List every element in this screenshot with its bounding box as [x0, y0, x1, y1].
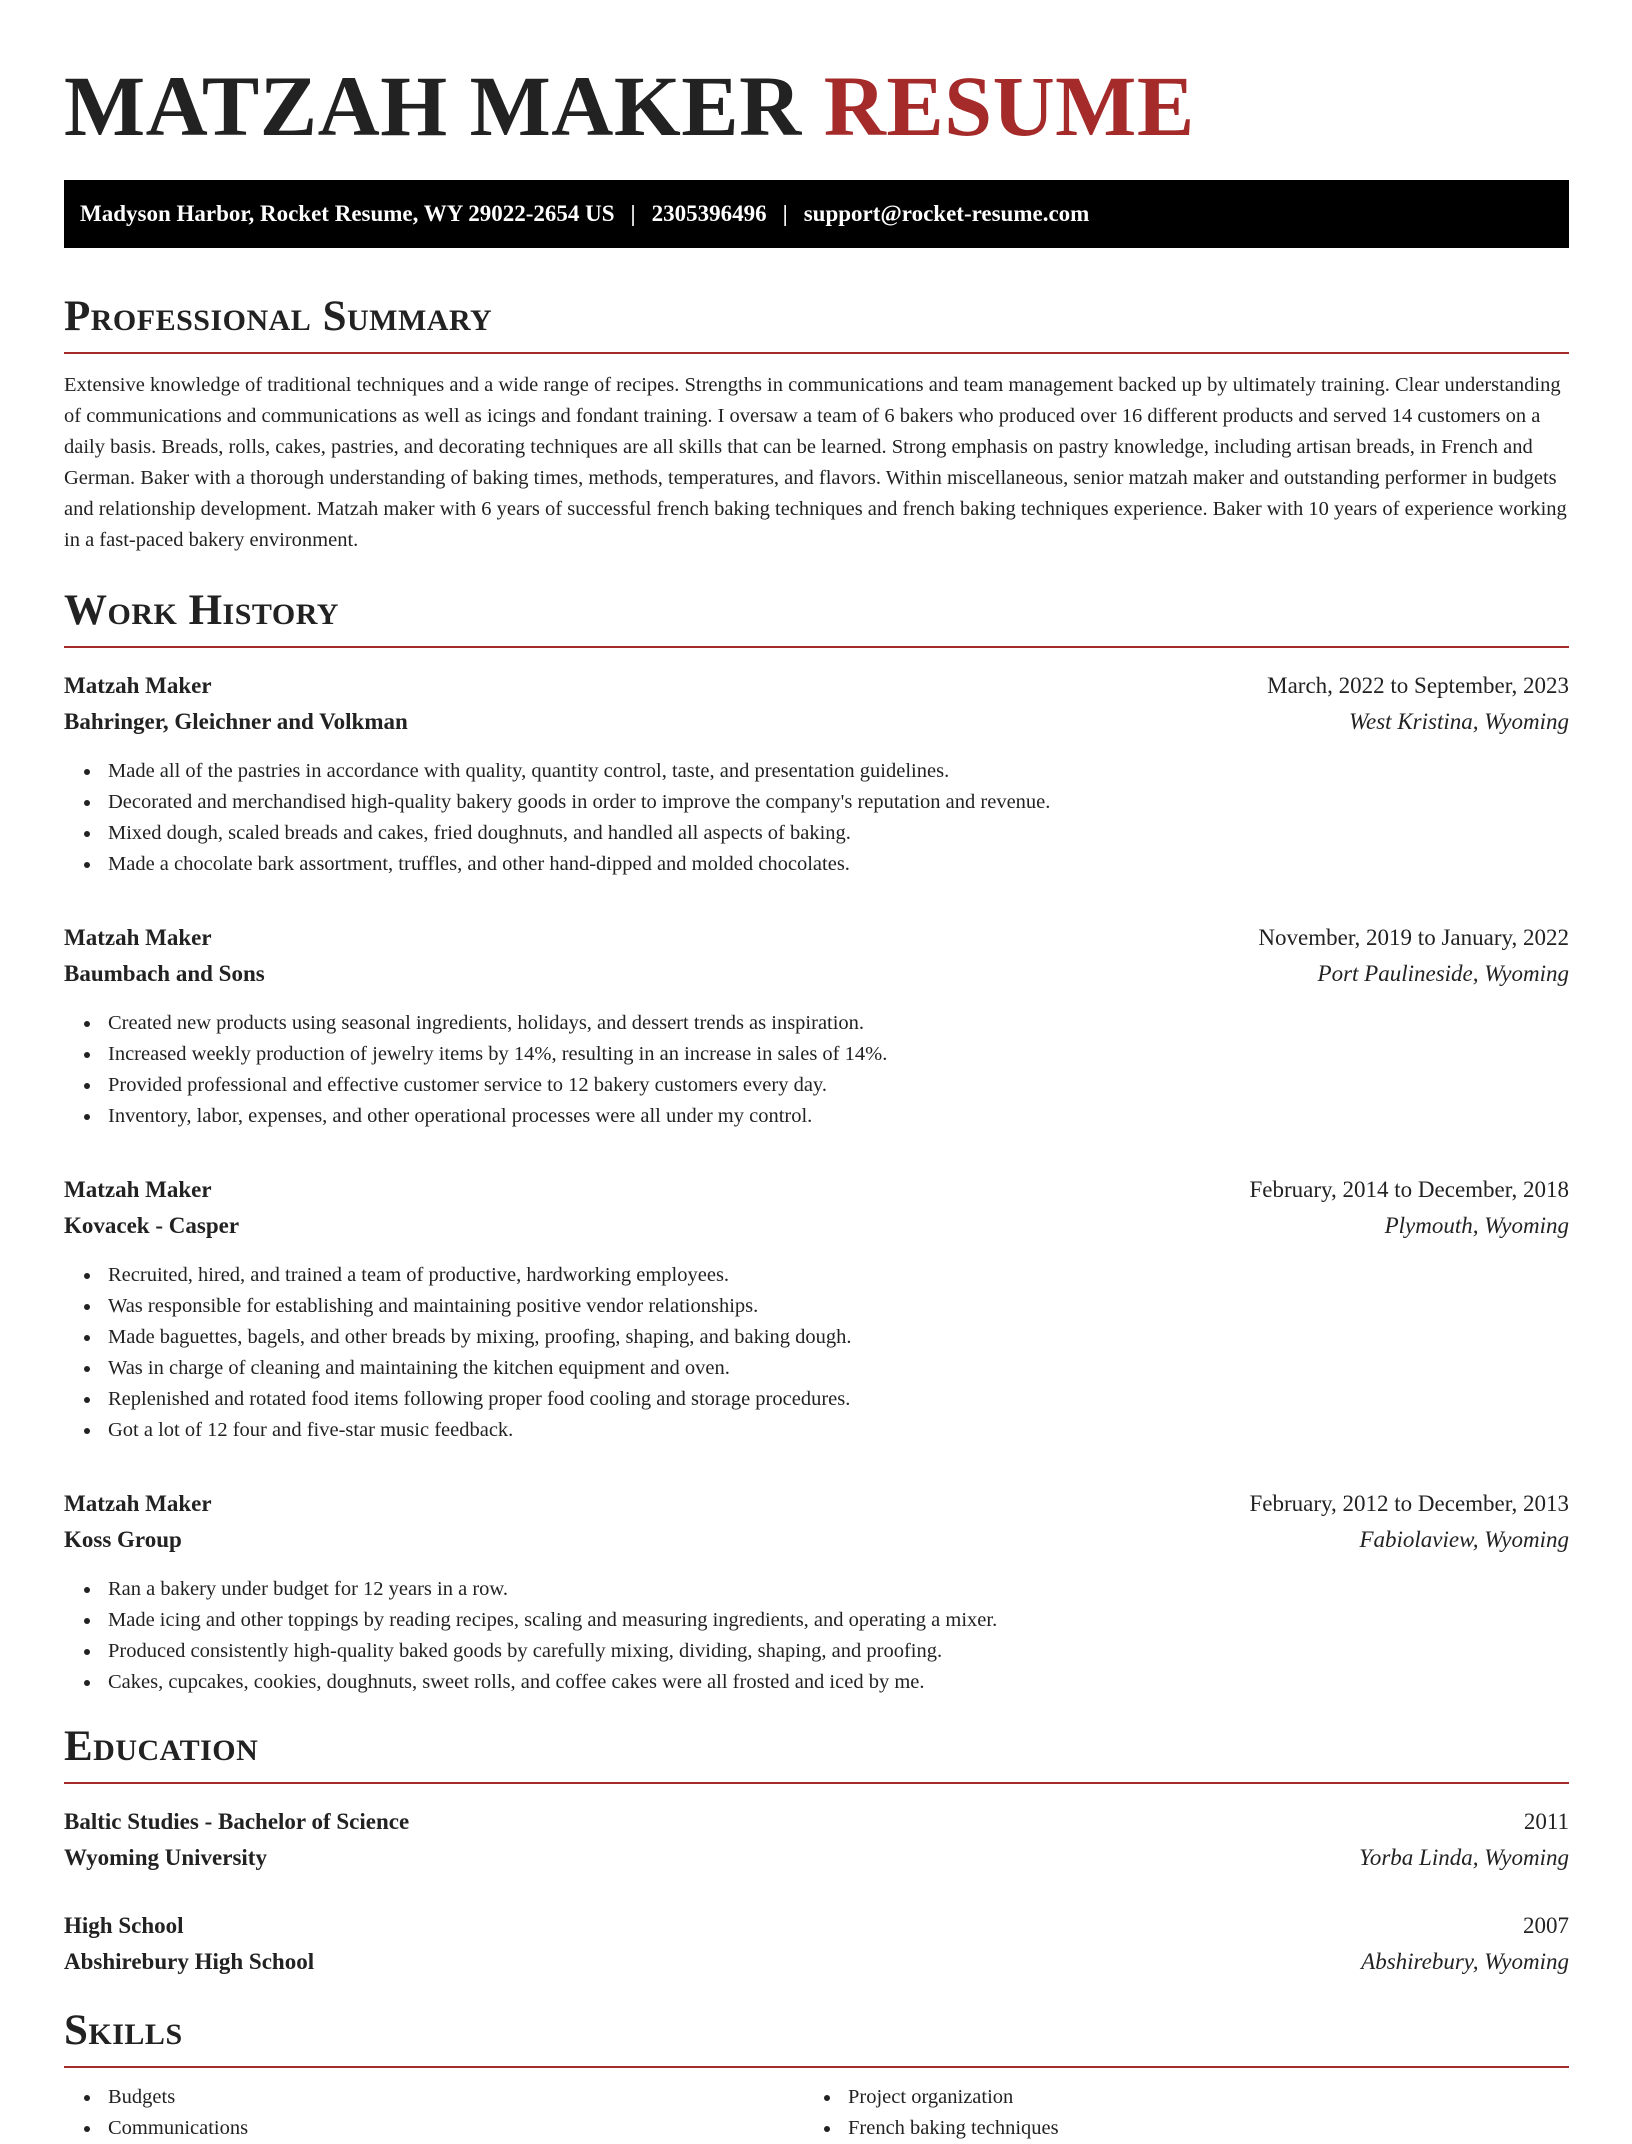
job-bullet: Created new products using seasonal ingredients, holidays, and dessert trends as inspiration. [108, 1008, 1569, 1039]
job-location: Fabiolaview, Wyoming [1359, 1527, 1569, 1552]
skills-heading: Skills [64, 2006, 1569, 2068]
education-degree: High School [64, 1913, 184, 1938]
job-title: Matzah Maker [64, 1177, 212, 1202]
education-school: Wyoming University [64, 1845, 267, 1870]
resume-page [64, 0, 1569, 2144]
job-entry [64, 1172, 1569, 1446]
education-entry [64, 1804, 1569, 1876]
work-history-heading: Work History [64, 586, 1569, 648]
resume-title [64, 56, 1569, 156]
job-title: Matzah Maker [64, 925, 212, 950]
job-bullet: Cakes, cupcakes, cookies, doughnuts, sweet rolls, and coffee cakes were all frosted and iced by me. [108, 1667, 1569, 1698]
job-bullet: Mixed dough, scaled breads and cakes, fried doughnuts, and handled all aspects of baking. [108, 818, 1569, 849]
contact-phone: 2305396496 [651, 201, 767, 226]
job-entry [64, 920, 1569, 1132]
job-company-row [64, 956, 1569, 992]
job-dates: November, 2019 to January, 2022 [1258, 925, 1569, 950]
job-header-row [64, 1172, 1569, 1208]
summary-text: Extensive knowledge of traditional techniques and a wide range of recipes. Strengths in communications and team management backed up by ultimately training. Clear understanding of communications and communications as well as icings and fondant training. I oversaw a team of 6 bakers who produced over 16 different products and served 14 customers on a daily basis. Breads, rolls, cakes, pastries, and decorating techniques are all skills that can be learned. Strong emphasis on pastry knowledge, including artisan breads, in French and German. Baker with a thorough understanding of baking times, methods, temperatures, and flavors. Within miscellaneous, senior matzah maker and outstanding performer in budgets and relationship development. Matzah maker with 6 years of successful french baking techniques and french baking techniques experience. Baker with 10 years of experience working in a fast-paced bakery environment. [64, 374, 1567, 551]
education-entry [64, 1908, 1569, 1980]
education-school: Abshirebury High School [64, 1949, 315, 1974]
education-year: 2007 [1523, 1913, 1569, 1938]
job-bullet: Ran a bakery under budget for 12 years in a row. [108, 1574, 1569, 1605]
contact-bar [64, 180, 1569, 248]
job-company-row [64, 1522, 1569, 1558]
job-company: Baumbach and Sons [64, 961, 265, 986]
job-company: Bahringer, Gleichner and Volkman [64, 709, 408, 734]
job-entry [64, 668, 1569, 880]
job-bullet: Got a lot of 12 four and five-star music feedback. [108, 1415, 1569, 1446]
education-location: Abshirebury, Wyoming [1361, 1949, 1569, 1974]
education-year: 2011 [1523, 1809, 1569, 1834]
job-bullet: Made a chocolate bark assortment, truffles, and other hand-dipped and molded chocolates. [108, 849, 1569, 880]
job-bullet: Produced consistently high-quality baked goods by carefully mixing, dividing, shaping, and proofing. [108, 1636, 1569, 1667]
job-dates: February, 2012 to December, 2013 [1249, 1491, 1569, 1516]
contact-email: support@rocket-resume.com [803, 201, 1090, 226]
job-bullet: Was responsible for establishing and maintaining positive vendor relationships. [108, 1291, 1569, 1322]
contact-separator: | [630, 201, 636, 226]
job-bullet: Made all of the pastries in accordance with quality, quantity control, taste, and presentation guidelines. [108, 756, 1569, 787]
job-dates: February, 2014 to December, 2018 [1249, 1177, 1569, 1202]
education-degree-row [64, 1908, 1569, 1944]
job-bullets [64, 756, 1569, 880]
education-school-row [64, 1840, 1569, 1876]
job-bullets [64, 1574, 1569, 1698]
job-header-row [64, 920, 1569, 956]
education-location: Yorba Linda, Wyoming [1359, 1845, 1569, 1870]
job-bullets [64, 1008, 1569, 1132]
job-company: Kovacek - Casper [64, 1213, 240, 1238]
education-school-row [64, 1944, 1569, 1980]
job-bullet: Made icing and other toppings by reading recipes, scaling and measuring ingredients, and operating a mixer. [108, 1605, 1569, 1636]
job-location: Port Paulineside, Wyoming [1317, 961, 1569, 986]
job-title: Matzah Maker [64, 1491, 212, 1516]
education-degree: Baltic Studies - Bachelor of Science [64, 1809, 410, 1834]
job-bullet: Increased weekly production of jewelry items by 14%, resulting in an increase in sales of 14%. [108, 1039, 1569, 1070]
contact-separator: | [782, 201, 788, 226]
education-heading: Education [64, 1722, 1569, 1784]
job-company-row [64, 704, 1569, 740]
job-bullet: Inventory, labor, expenses, and other operational processes were all under my control. [108, 1101, 1569, 1132]
job-bullet: Made baguettes, bagels, and other breads by mixing, proofing, shaping, and baking dough. [108, 1322, 1569, 1353]
job-bullet: Replenished and rotated food items following proper food cooling and storage procedures. [108, 1384, 1569, 1415]
contact-address: Madyson Harbor, Rocket Resume, WY 29022-2654 US [80, 201, 615, 226]
skills-list [64, 2082, 804, 2144]
job-title: Matzah Maker [64, 673, 212, 698]
job-header-row [64, 1486, 1569, 1522]
job-location: West Kristina, Wyoming [1348, 709, 1569, 734]
skill-item: Budgets [108, 2082, 804, 2113]
job-bullets [64, 1260, 1569, 1446]
summary-heading: Professional Summary [64, 292, 1569, 354]
skills-grid [64, 2082, 1569, 2144]
resume-title-accent: RESUME [823, 58, 1195, 154]
skill-item: Communications [108, 2113, 804, 2144]
skills-list [804, 2082, 1544, 2144]
education-degree-row [64, 1804, 1569, 1840]
job-company: Koss Group [64, 1527, 182, 1552]
job-location: Plymouth, Wyoming [1384, 1213, 1569, 1238]
job-company-row [64, 1208, 1569, 1244]
job-bullet: Decorated and merchandised high-quality bakery goods in order to improve the company's reputation and revenue. [108, 787, 1569, 818]
job-bullet: Was in charge of cleaning and maintaining the kitchen equipment and oven. [108, 1353, 1569, 1384]
job-dates: March, 2022 to September, 2023 [1267, 673, 1569, 698]
skill-item: French baking techniques [848, 2113, 1544, 2144]
skills-column-right [804, 2082, 1544, 2144]
job-bullet: Recruited, hired, and trained a team of productive, hardworking employees. [108, 1260, 1569, 1291]
job-bullet: Provided professional and effective customer service to 12 bakery customers every day. [108, 1070, 1569, 1101]
skills-column-left [64, 2082, 804, 2144]
job-entry [64, 1486, 1569, 1698]
job-header-row [64, 668, 1569, 704]
resume-name: MATZAH MAKER [64, 58, 802, 154]
skill-item: Project organization [848, 2082, 1544, 2113]
